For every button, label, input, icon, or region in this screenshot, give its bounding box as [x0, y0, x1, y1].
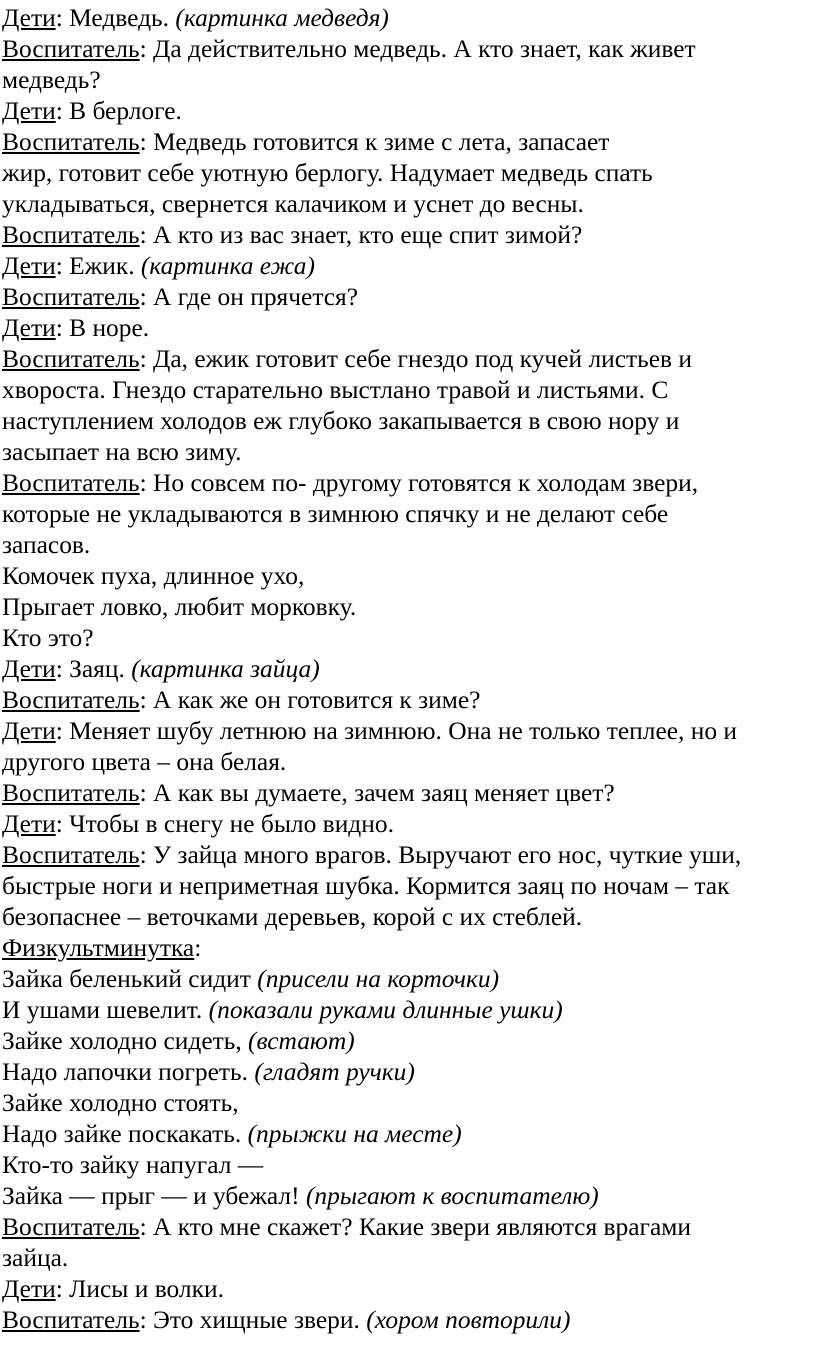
line-text: : Медведь. [55, 3, 176, 32]
stage-direction: (гладят ручки) [254, 1057, 415, 1086]
line-text: : Да действительно медведь. А кто знает, как живет [139, 34, 696, 63]
line-text: : А как вы думаете, зачем заяц меняет цвет? [139, 778, 615, 807]
speaker-label: Воспитатель [2, 840, 140, 869]
text-line [2, 1180, 816, 1211]
line-text: быстрые ноги и неприметная шубка. Кормится заяц по ночам – так [2, 871, 730, 900]
text-line [2, 405, 816, 436]
text-line [2, 1211, 816, 1242]
line-text: Зайка — прыг — и убежал! [2, 1181, 306, 1210]
line-text: : У зайца много врагов. Выручают его нос, чуткие уши, [139, 840, 742, 869]
speaker-label: Воспитатель [2, 685, 140, 714]
line-text: И ушами шевелит. [2, 995, 209, 1024]
text-line [2, 33, 816, 64]
speaker-label: Дети [2, 716, 56, 745]
line-text: Кто это? [2, 623, 94, 652]
line-text: : А где он прячется? [139, 282, 359, 311]
text-line [2, 684, 816, 715]
text-line [2, 250, 816, 281]
text-line [2, 560, 816, 591]
speaker-label: Дети [2, 3, 56, 32]
text-line [2, 994, 816, 1025]
text-line [2, 1242, 816, 1273]
speaker-label: Физкультминутка [2, 933, 195, 962]
speaker-label: Дети [2, 654, 56, 683]
text-line [2, 622, 816, 653]
line-text: зайца. [2, 1243, 69, 1272]
speaker-label: Воспитатель [2, 34, 140, 63]
text-line [2, 1056, 816, 1087]
text-line [2, 529, 816, 560]
text-line [2, 95, 816, 126]
text-line [2, 963, 816, 994]
speaker-label: Дети [2, 1274, 56, 1303]
text-line [2, 808, 816, 839]
speaker-label: Воспитатель [2, 778, 140, 807]
stage-direction: (встают) [248, 1026, 355, 1055]
text-line [2, 870, 816, 901]
speaker-label: Дети [2, 809, 56, 838]
line-text: Зайке холодно стоять, [2, 1088, 239, 1117]
speaker-label: Воспитатель [2, 282, 140, 311]
speaker-label: Воспитатель [2, 1212, 140, 1241]
line-text: : [194, 933, 202, 962]
line-text: безопаснее – веточками деревьев, корой с их стеблей. [2, 902, 583, 931]
speaker-label: Воспитатель [2, 220, 140, 249]
speaker-label: Воспитатель [2, 1305, 140, 1334]
stage-direction: (присели на корточки) [257, 964, 500, 993]
stage-direction: (картинка медведя) [175, 3, 389, 32]
speaker-label: Дети [2, 251, 56, 280]
text-line [2, 281, 816, 312]
line-text: медведь? [2, 65, 101, 94]
line-text: хвороста. Гнездо старательно выстлано травой и листьями. С [2, 375, 669, 404]
line-text: Надо зайке поскакать. [2, 1119, 248, 1148]
text-line [2, 157, 816, 188]
text-line [2, 374, 816, 405]
stage-direction: (картинка ежа) [140, 251, 315, 280]
text-line [2, 839, 816, 870]
text-line [2, 901, 816, 932]
line-text: : Медведь готовится к зиме с лета, запасает [139, 127, 610, 156]
text-line [2, 1273, 816, 1304]
text-line [2, 126, 816, 157]
line-text: Зайка беленький сидит [2, 964, 258, 993]
stage-direction: (картинка зайца) [131, 654, 320, 683]
stage-direction: (показали руками длинные ушки) [208, 995, 563, 1024]
stage-direction: (хором повторили) [366, 1305, 571, 1334]
text-line [2, 312, 816, 343]
text-line [2, 188, 816, 219]
line-text: : Лисы и волки. [55, 1274, 224, 1303]
line-text: Надо лапочки погреть. [2, 1057, 255, 1086]
line-text: : Да, ежик готовит себе гнездо под кучей листьев и [139, 344, 693, 373]
speaker-label: Воспитатель [2, 344, 140, 373]
line-text: : Ежик. [55, 251, 141, 280]
text-line [2, 467, 816, 498]
line-text: жир, готовит себе уютную берлогу. Надумает медведь спать [2, 158, 653, 187]
stage-direction: (прыгают к воспитателю) [305, 1181, 599, 1210]
text-line [2, 746, 816, 777]
text-line [2, 64, 816, 95]
text-line [2, 932, 816, 963]
text-line [2, 1149, 816, 1180]
text-line [2, 1118, 816, 1149]
line-text: Прыгает ловко, любит морковку. [2, 592, 357, 621]
text-line [2, 2, 816, 33]
line-text: укладываться, свернется калачиком и уснет до весны. [2, 189, 584, 218]
line-text: : Но совсем по- другому готовятся к холодам звери, [139, 468, 699, 497]
line-text: : Заяц. [55, 654, 132, 683]
text-line [2, 498, 816, 529]
line-text: засыпает на всю зиму. [2, 437, 242, 466]
line-text: : В берлоге. [55, 96, 182, 125]
line-text: Зайке холодно сидеть, [2, 1026, 249, 1055]
text-line [2, 1025, 816, 1056]
text-line [2, 436, 816, 467]
line-text: : Меняет шубу летнюю на зимнюю. Она не только теплее, но и [55, 716, 738, 745]
text-line [2, 591, 816, 622]
text-line [2, 219, 816, 250]
speaker-label: Воспитатель [2, 127, 140, 156]
line-text: : Чтобы в снегу не было видно. [55, 809, 394, 838]
line-text: Кто-то зайку напугал — [2, 1150, 264, 1179]
line-text: которые не укладываются в зимнюю спячку и не делают себе [2, 499, 669, 528]
line-text: запасов. [2, 530, 91, 559]
text-line [2, 653, 816, 684]
text-line [2, 1304, 816, 1335]
line-text: наступлением холодов еж глубоко закапывается в свою нору и [2, 406, 680, 435]
line-text: : А кто мне скажет? Какие звери являются врагами [139, 1212, 691, 1241]
speaker-label: Дети [2, 96, 56, 125]
line-text: Комочек пуха, длинное ухо, [2, 561, 305, 590]
text-line [2, 777, 816, 808]
line-text: : В норе. [55, 313, 150, 342]
line-text: : А кто из вас знает, кто еще спит зимой? [139, 220, 583, 249]
line-text: другого цвета – она белая. [2, 747, 287, 776]
text-line [2, 343, 816, 374]
speaker-label: Дети [2, 313, 56, 342]
text-line [2, 715, 816, 746]
stage-direction: (прыжки на месте) [247, 1119, 462, 1148]
line-text: : А как же он готовится к зиме? [139, 685, 481, 714]
text-line [2, 1087, 816, 1118]
line-text: : Это хищные звери. [139, 1305, 367, 1334]
speaker-label: Воспитатель [2, 468, 140, 497]
